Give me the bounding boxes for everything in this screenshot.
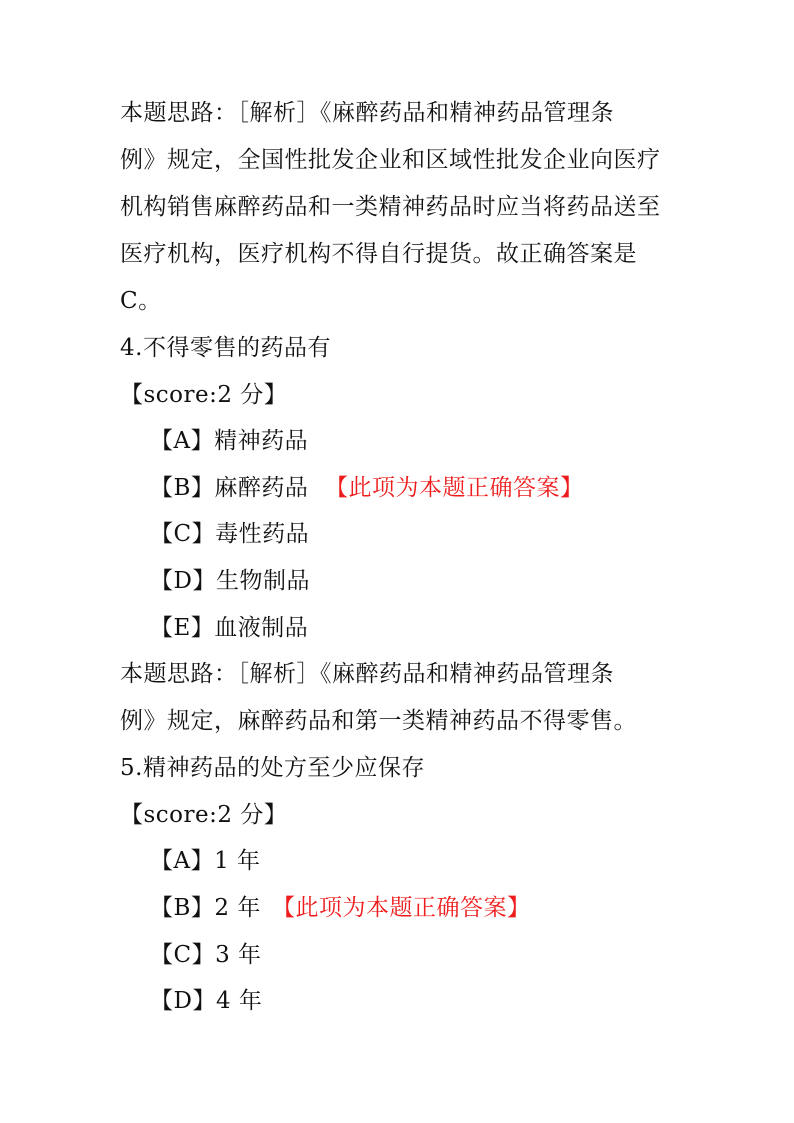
q5-option-c: 【C】3 年 [150, 942, 262, 968]
q5-correct-answer-marker: 【此项为本题正确答案】 [272, 895, 531, 921]
q4-question: 4.不得零售的药品有 [120, 335, 331, 361]
q3-analysis-line-3: 机构销售麻醉药品和一类精神药品时应当将药品送至 [120, 194, 661, 220]
q3-analysis-line-1: 本题思路：［解析］《麻醉药品和精神药品管理条 [120, 100, 614, 126]
q3-analysis-line-2: 例》规定，全国性批发企业和区域性批发企业向医疗 [120, 147, 661, 173]
q4-option-a: 【A】精神药品 [150, 428, 309, 454]
q4-analysis-line-2: 例》规定，麻醉药品和第一类精神药品不得零售。 [120, 708, 637, 734]
q4-option-c: 【C】毒性药品 [150, 521, 310, 547]
q4-analysis-line-1: 本题思路：［解析］《麻醉药品和精神药品管理条 [120, 661, 614, 687]
q3-analysis-line-4: 医疗机构，医疗机构不得自行提货。故正确答案是 [120, 241, 637, 267]
q5-option-b: 【B】2 年 [150, 895, 261, 921]
q4-option-e: 【E】血液制品 [150, 615, 309, 641]
q5-score: 【score:2 分】 [120, 802, 288, 828]
q4-option-b: 【B】麻醉药品 [150, 475, 309, 501]
q4-correct-answer-marker: 【此项为本题正确答案】 [325, 475, 584, 501]
q5-option-a: 【A】1 年 [150, 848, 261, 874]
q5-option-d: 【D】4 年 [150, 988, 263, 1014]
q4-option-d: 【D】生物制品 [150, 568, 310, 594]
q5-question: 5.精神药品的处方至少应保存 [120, 755, 425, 781]
q4-score: 【score:2 分】 [120, 382, 288, 408]
q3-analysis-line-5: C。 [120, 288, 162, 314]
